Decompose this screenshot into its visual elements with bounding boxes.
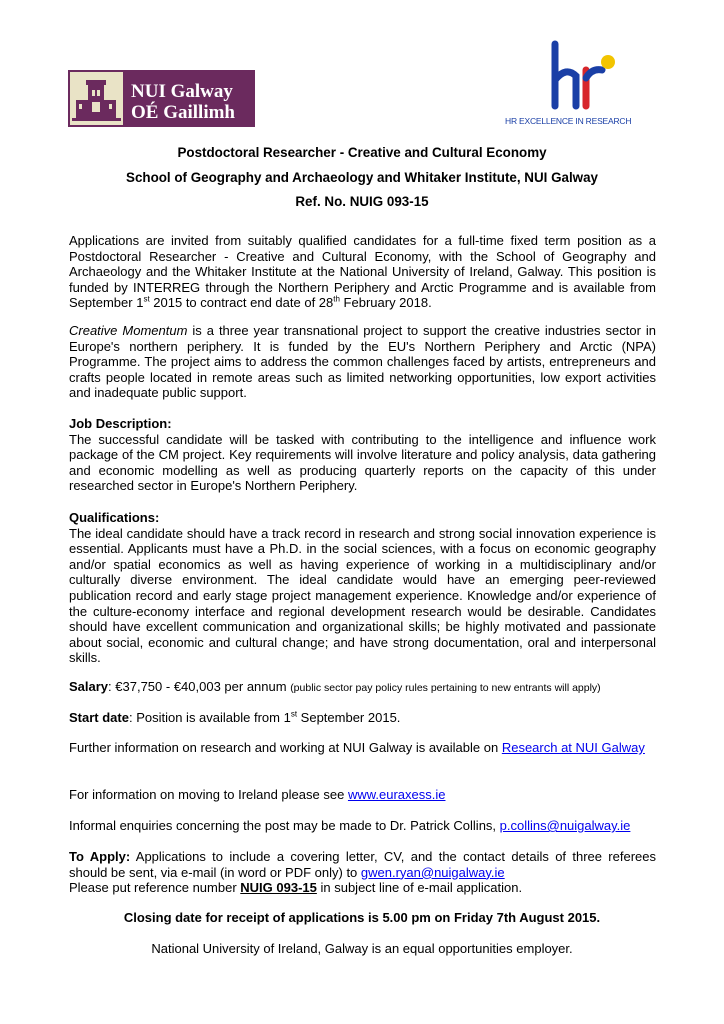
intro-paragraph: Applications are invited from suitably qualified candidates for a full-time fixed term position as a Postdoctoral Researcher - Creative and Cultural Economy, with the School of Geography and Archaeology and the Whitaker Institute at the National University of Ireland, Galway. This position is funded by INTERREG through the Northern Periphery and Arctic Programme and is available from September 1st 2015 to contract end date of 28th February 2018. — [69, 233, 656, 311]
research-at-nui-galway-link[interactable]: Research at NUI Galway — [501, 740, 645, 755]
job-description-text: The successful candidate will be tasked with contributing to the intelligence and influence work package of the CM project. Key requirements will involve literature and policy analysis, data gathering and economic modelling as well as producing quarterly reports on the capacity of this under researched sector in Europe's Northern Periphery. — [69, 431, 656, 494]
closing-date: Closing date for receipt of applications is 5.00 pm on Friday 7th August 2015. — [123, 910, 601, 925]
reference-instruction: Please put reference number NUIG 093-15 in subject line of e-mail application. — [69, 880, 523, 895]
nui-galway-logo — [68, 70, 255, 127]
gwen-ryan-email-link[interactable]: gwen.ryan@nuigalway.ie — [360, 864, 505, 880]
salary-line: Salary: €37,750 - €40,003 per annum (public sector pay policy rules pertaining to new entrants will apply) — [69, 679, 601, 694]
enquiries-line: Informal enquiries concerning the post may be made to Dr. Patrick Collins, p.collins@nuigalway.ie — [69, 818, 631, 833]
reference-number-highlight: NUIG 093-15 — [240, 880, 317, 895]
job-description-heading: Job Description: — [69, 416, 172, 431]
start-date-line: Start date: Position is available from 1st September 2015. — [69, 709, 401, 725]
reference-number: Ref. No. NUIG 093-15 — [295, 194, 429, 209]
qualifications-section — [69, 510, 656, 666]
job-description-section — [69, 416, 656, 494]
euraxess-link[interactable]: www.euraxess.ie — [347, 787, 446, 802]
patrick-collins-email-link[interactable]: p.collins@nuigalway.ie — [499, 818, 631, 833]
project-paragraph: Creative Momentum is a three year transnational project to support the creative industries sector in Europe's northern periphery. It is funded by the EU's Northern Periphery and Arctic (NPA) Programme. The project aims to address the common challenges faced by artists, entrepreneurs and crafts people located in remote areas such as limited networking opportunities, low export activities and inadequate public support. — [69, 323, 656, 401]
further-info-paragraph: Further information on research and working at NUI Galway is available on Research at NUI Galway — [69, 740, 645, 755]
hr-logo-caption: HR EXCELLENCE IN RESEARCH — [505, 116, 632, 126]
salary-label: Salary — [69, 679, 109, 694]
start-date-label: Start date — [69, 710, 129, 725]
school-title: School of Geography and Archaeology and Whitaker Institute, NUI Galway — [126, 170, 598, 185]
qualifications-heading: Qualifications: — [69, 510, 160, 525]
salary-note: (public sector pay policy rules pertaining to new entrants will apply) — [290, 682, 601, 694]
qualifications-text: The ideal candidate should have a track record in research and strong social innovation experience is essential. Applicants must have a Ph.D. in the social sciences, with a focus on economic geography and/or spatial economics as well as having experience of working in a multidisciplinary and/or culturally diverse environment. The ideal candidate would have an emerging peer-reviewed publication record and early stage project management experience. Knowledge and/or experience of the culture-economy interface and regional development research would be desirable. Candidates should have excellent communication and organizational skills; be highly motivated and passionate about social, economic and cultural change; and have strong documentation, oral and interpersonal skills. — [69, 525, 656, 666]
nui-logo-line2: OÉ Gaillimh — [131, 102, 235, 123]
project-name: Creative Momentum — [69, 323, 188, 338]
apply-label: To Apply: — [69, 849, 131, 864]
equal-opportunities-statement: National University of Ireland, Galway is an equal opportunities employer. — [151, 941, 573, 956]
apply-paragraph: To Apply: Applications to include a covering letter, CV, and the contact details of three referees should be sent, via e-mail (in word or PDF only) to gwen.ryan@nuigalway.ie — [69, 849, 656, 880]
moving-line: For information on moving to Ireland please see www.euraxess.ie — [69, 787, 446, 802]
job-title: Postdoctoral Researcher - Creative and Cultural Economy — [177, 145, 547, 160]
nui-logo-line1: NUI Galway — [131, 81, 233, 102]
